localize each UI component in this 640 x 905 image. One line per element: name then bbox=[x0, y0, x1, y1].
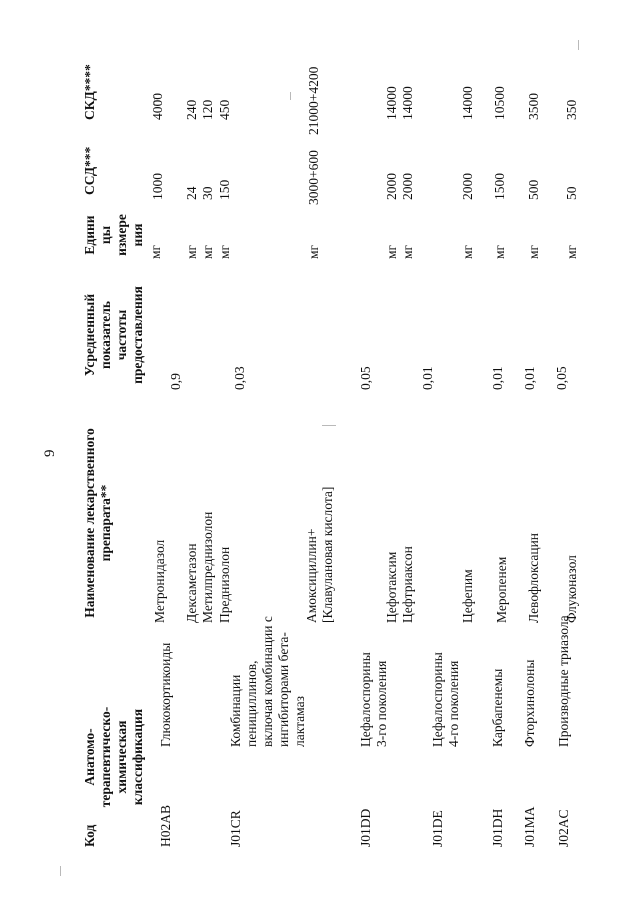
header-unit-line: Едини bbox=[82, 215, 97, 255]
row-atc: Карбапенемы bbox=[490, 668, 505, 747]
drug-ssd: 24 bbox=[184, 186, 199, 200]
header-unit-line: цы bbox=[98, 225, 113, 245]
header-atc-line: терапевтическо- bbox=[98, 706, 113, 808]
drug-skd: 10500 bbox=[492, 86, 507, 120]
drug-unit: мг bbox=[384, 244, 399, 259]
drug-name: Цефотаксим bbox=[384, 551, 399, 623]
header-freq-line: предоставления bbox=[130, 286, 145, 384]
drug-name: Дексаметазон bbox=[184, 543, 199, 623]
drug-unit: мг bbox=[564, 244, 579, 259]
row-atc: пенициллинов, bbox=[244, 660, 259, 747]
row-atc: включая комбинации с bbox=[260, 616, 275, 747]
row-frequency: 0,05 bbox=[554, 366, 569, 390]
row-code: J01DD bbox=[358, 808, 373, 847]
drug-unit: мг bbox=[492, 244, 507, 259]
drug-unit: мг bbox=[217, 244, 232, 259]
drug-ssd: 2000 bbox=[400, 173, 415, 200]
row-code: J01DE bbox=[430, 810, 445, 847]
drug-ssd: 2000 bbox=[384, 173, 399, 200]
row-atc: 3-го поколения bbox=[374, 660, 389, 747]
drug-skd: 3500 bbox=[526, 93, 541, 120]
row-atc: Глюкокортикоиды bbox=[158, 642, 173, 747]
header-freq-line: Усредненный bbox=[82, 293, 97, 377]
header-atc-line: Анатомо- bbox=[82, 728, 97, 786]
drug-name: Цефепим bbox=[460, 569, 475, 623]
drug-name: Меропенем bbox=[494, 556, 509, 623]
header-ssd: ССД*** bbox=[82, 146, 97, 195]
row-frequency: 0,05 bbox=[358, 366, 373, 390]
drug-unit: мг bbox=[200, 244, 215, 259]
drug-skd: 120 bbox=[200, 99, 215, 120]
header-drug-line: препарата** bbox=[98, 484, 113, 562]
drug-ssd: 1500 bbox=[492, 173, 507, 200]
drug-ssd: 3000+600 bbox=[306, 150, 321, 205]
drug-skd: 450 bbox=[217, 99, 232, 120]
drug-skd: 350 bbox=[564, 99, 579, 120]
drug-name: Преднизолон bbox=[217, 546, 232, 623]
drug-unit: мг bbox=[400, 244, 415, 259]
drug-ssd: 30 bbox=[200, 186, 215, 200]
header-freq-line: показатель bbox=[98, 301, 113, 370]
header-skd: СКД**** bbox=[82, 64, 97, 120]
header-freq-line: частоты bbox=[114, 309, 129, 361]
row-atc: Цефалоспорины bbox=[358, 652, 373, 747]
drug-ssd: 2000 bbox=[460, 173, 475, 200]
row-atc: лактамаз bbox=[292, 696, 307, 747]
header-code: Код bbox=[82, 824, 97, 847]
drug-name: Метилпреднизолон bbox=[200, 511, 215, 623]
row-code: J01CR bbox=[228, 810, 243, 847]
drug-name: [Клавулановая кислота] bbox=[320, 486, 335, 623]
drug-skd: 240 bbox=[184, 99, 199, 120]
drug-ssd: 1000 bbox=[150, 173, 165, 200]
row-frequency: 0,03 bbox=[232, 366, 247, 390]
drug-ssd: 500 bbox=[526, 179, 541, 200]
drug-name: Амоксициллин+ bbox=[304, 528, 319, 623]
header-unit-line: ния bbox=[130, 223, 145, 247]
drug-skd: 4000 bbox=[150, 93, 165, 120]
header-atc-line: химическая bbox=[114, 720, 129, 794]
drug-name: Флуконазол bbox=[564, 555, 579, 623]
drug-name: Цефтриаксон bbox=[400, 546, 415, 623]
header-atc-line: классификация bbox=[130, 708, 145, 806]
row-code: H02AB bbox=[158, 804, 173, 847]
row-frequency: 0,01 bbox=[522, 366, 537, 390]
drug-skd: 14000 bbox=[460, 86, 475, 120]
row-atc: 4-го поколения bbox=[446, 660, 461, 747]
row-frequency: 0,01 bbox=[420, 366, 435, 390]
row-code: J02AC bbox=[556, 809, 571, 847]
drug-name: Левофлоксацин bbox=[526, 532, 541, 623]
header-unit-line: измере bbox=[114, 214, 129, 256]
drug-unit: мг bbox=[460, 244, 475, 259]
drug-unit: мг bbox=[184, 244, 199, 259]
drug-unit: мг bbox=[148, 244, 163, 259]
header-drug-line: Наименование лекарственного bbox=[82, 428, 97, 618]
drug-skd: 21000+4200 bbox=[306, 66, 321, 135]
row-atc: ингибиторами бета- bbox=[276, 632, 291, 747]
row-atc: Производные триазола bbox=[556, 615, 571, 747]
row-frequency: 0,01 bbox=[490, 366, 505, 390]
drug-ssd: 150 bbox=[217, 179, 232, 200]
drug-skd: 14000 bbox=[400, 86, 415, 120]
row-code: J01MA bbox=[522, 806, 537, 847]
row-atc: Фторхинолоны bbox=[522, 659, 537, 747]
drug-unit: мг bbox=[526, 244, 541, 259]
row-atc: Комбинации bbox=[228, 674, 243, 747]
drug-ssd: 50 bbox=[564, 186, 579, 200]
row-frequency: 0,9 bbox=[168, 373, 183, 390]
drug-skd: 14000 bbox=[384, 86, 399, 120]
row-atc: Цефалоспорины bbox=[430, 652, 445, 747]
page-number: 9 bbox=[42, 449, 58, 457]
drug-unit: мг bbox=[306, 244, 321, 259]
drug-name: Метронидазол bbox=[152, 539, 167, 623]
row-code: J01DH bbox=[490, 808, 505, 847]
